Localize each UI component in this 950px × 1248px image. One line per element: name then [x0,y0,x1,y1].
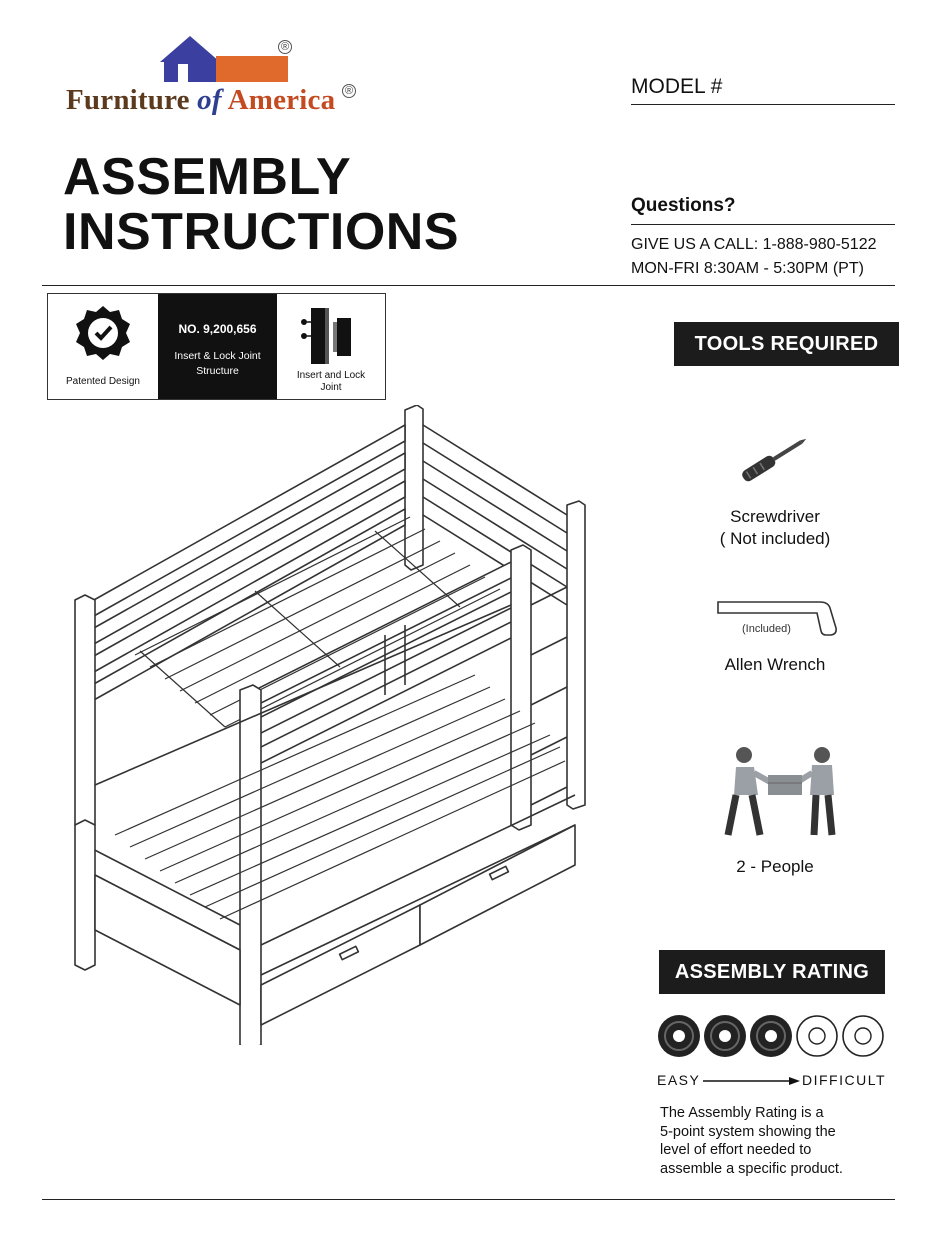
joint-label-line-1: Insert and Lock [296,370,366,381]
logo-registered-mark: ® [278,40,292,54]
rating-dot-1 [656,1013,702,1059]
patent-desc-line-2: Structure [196,365,239,377]
patented-label: Patented Design [66,376,140,387]
rating-dot-2 [702,1013,748,1059]
feature-badges [47,293,386,400]
allen-wrench-label: Allen Wrench [724,655,826,674]
patent-desc-line-1: Insert & Lock Joint [174,350,261,362]
rating-dot-4 [794,1013,840,1059]
insert-lock-joint-badge [277,294,385,399]
brand-logo [66,34,366,120]
rating-desc-line-3: level of effort needed to [660,1142,812,1158]
title-line-1: ASSEMBLY [63,148,352,206]
brand-name: Furniture of America [66,84,336,116]
rating-desc-line-1: The Assembly Rating is a [660,1105,824,1121]
title-line-2: INSTRUCTIONS [63,203,459,261]
assembly-rating-heading: ASSEMBLY RATING [659,950,885,994]
joint-label [277,370,385,394]
difficult-label: DIFFICULT [802,1072,887,1088]
screwdriver-icon [734,434,814,484]
questions-label: Questions? [631,195,736,216]
screwdriver-note: ( Not included) [719,529,831,548]
patent-number-badge [158,294,277,399]
rating-dots [656,1013,886,1061]
footer-divider [42,1199,895,1200]
patent-number: NO. 9,200,656 [178,322,257,336]
contact-info [631,233,876,281]
rating-desc-line-2: 5-point system showing the [660,1123,836,1140]
call-line: GIVE US A CALL: 1-888-980-5122 [631,236,877,253]
screwdriver-name: Screwdriver [730,507,820,526]
header-divider [42,285,895,286]
rating-dot-5 [840,1013,886,1059]
easy-label: EASY [657,1072,701,1088]
patent-desc [158,349,277,379]
two-people-icon [722,745,846,839]
model-underline [631,104,895,105]
award-check-icon [74,304,132,366]
bunk-bed-illustration [55,405,615,1045]
people-label: 2 - People [736,857,814,876]
page-title [63,150,459,260]
brand-registered-mark: ® [342,84,356,98]
house-logo-icon [158,34,298,84]
questions-divider [631,224,895,225]
hours-line: MON-FRI 8:30AM - 5:30PM (PT) [631,260,864,277]
screwdriver-label [700,506,850,550]
patented-design-badge [48,294,158,399]
difficulty-arrow-icon [703,1075,801,1087]
joint-diagram-icon [297,300,365,368]
joint-label-line-2: Joint [320,382,342,393]
rating-description [660,1104,843,1178]
rating-dot-3 [748,1013,794,1059]
rating-desc-line-4: assemble a specific product. [660,1160,843,1177]
model-label: MODEL # [631,75,723,98]
tools-required-heading: TOOLS REQUIRED [674,322,899,366]
wrench-included-tag: (Included) [742,623,791,635]
